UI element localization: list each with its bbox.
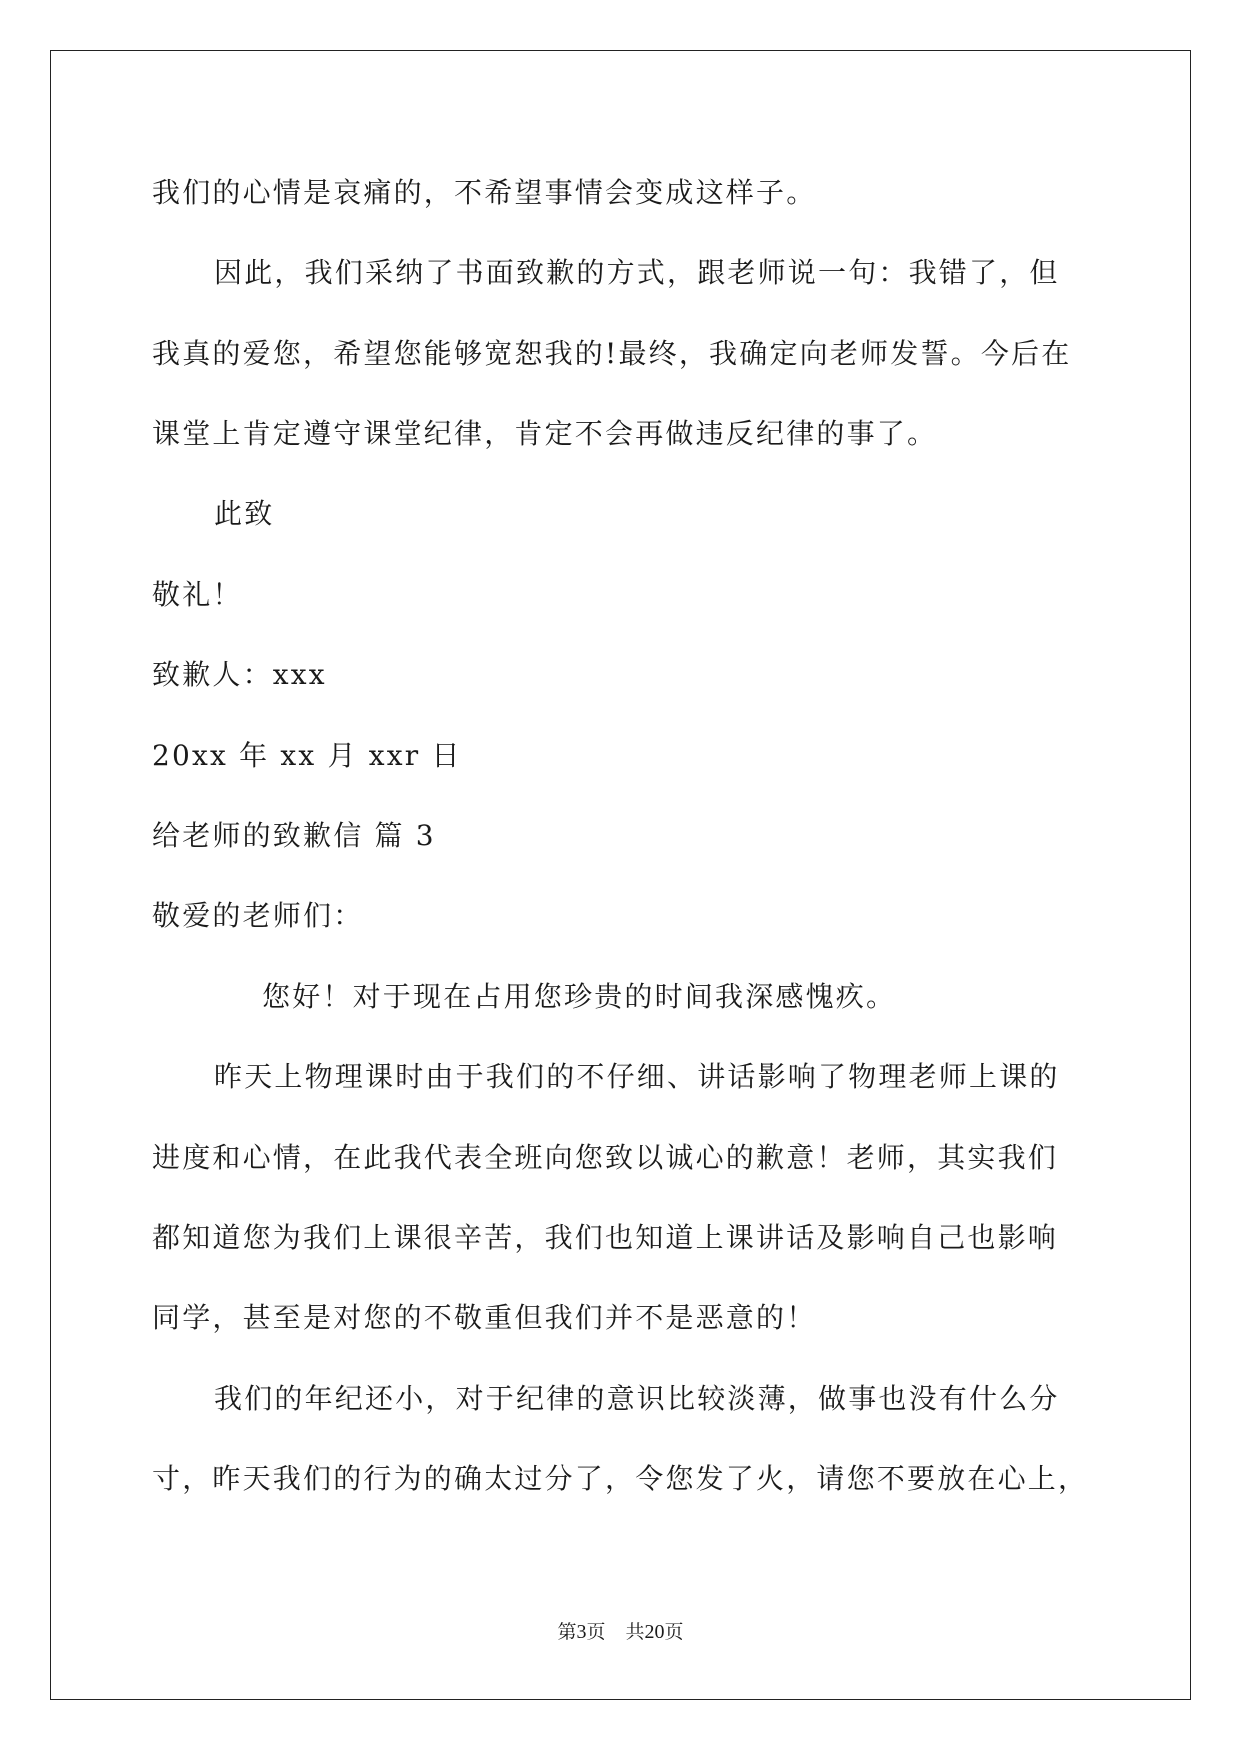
page-prefix: 第 [557,1621,577,1643]
closing-salutation: 此致 [214,497,275,530]
text-line: 我们的心情是哀痛的，不希望事情会变成这样子。 [152,176,817,209]
section-heading: 给老师的致歉信 篇 3 [152,819,436,852]
signature-line: 致歉人：xxx [152,658,327,691]
paragraph-first-line: 您好！对于现在占用您珍贵的时间我深感愧疚。 [262,980,897,1013]
text-line: 课堂上肯定遵守课堂纪律，肯定不会再做违反纪律的事了。 [152,417,938,450]
page-number: 3 [576,1621,587,1643]
text-line: 同学，甚至是对您的不敬重但我们并不是恶意的！ [152,1301,817,1334]
page-footer [0,1620,1241,1644]
greeting-line: 敬爱的老师们： [152,899,364,932]
paragraph-first-line: 因此，我们采纳了书面致歉的方式，跟老师说一句：我错了，但 [214,256,1060,289]
page-total: 20 [644,1621,665,1643]
text-line: 寸，昨天我们的行为的确太过分了，令您发了火，请您不要放在心上， [152,1462,1089,1495]
total-prefix: 共 [625,1621,645,1643]
closing-regards: 敬礼！ [152,578,243,611]
text-line: 我真的爱您，希望您能够宽恕我的!最终，我确定向老师发誓。今后在 [152,337,1072,370]
page-suffix: 页 [586,1621,606,1643]
date-line: 20xx 年 xx 月 xxr 日 [152,739,462,772]
paragraph-first-line: 我们的年纪还小，对于纪律的意识比较淡薄，做事也没有什么分 [214,1382,1060,1415]
page-border [50,50,1191,1700]
text-line: 都知道您为我们上课很辛苦，我们也知道上课讲话及影响自己也影响 [152,1221,1059,1254]
paragraph-first-line: 昨天上物理课时由于我们的不仔细、讲话影响了物理老师上课的 [214,1060,1060,1093]
total-suffix: 页 [664,1621,684,1643]
text-line: 进度和心情，在此我代表全班向您致以诚心的歉意！老师，其实我们 [152,1141,1059,1174]
